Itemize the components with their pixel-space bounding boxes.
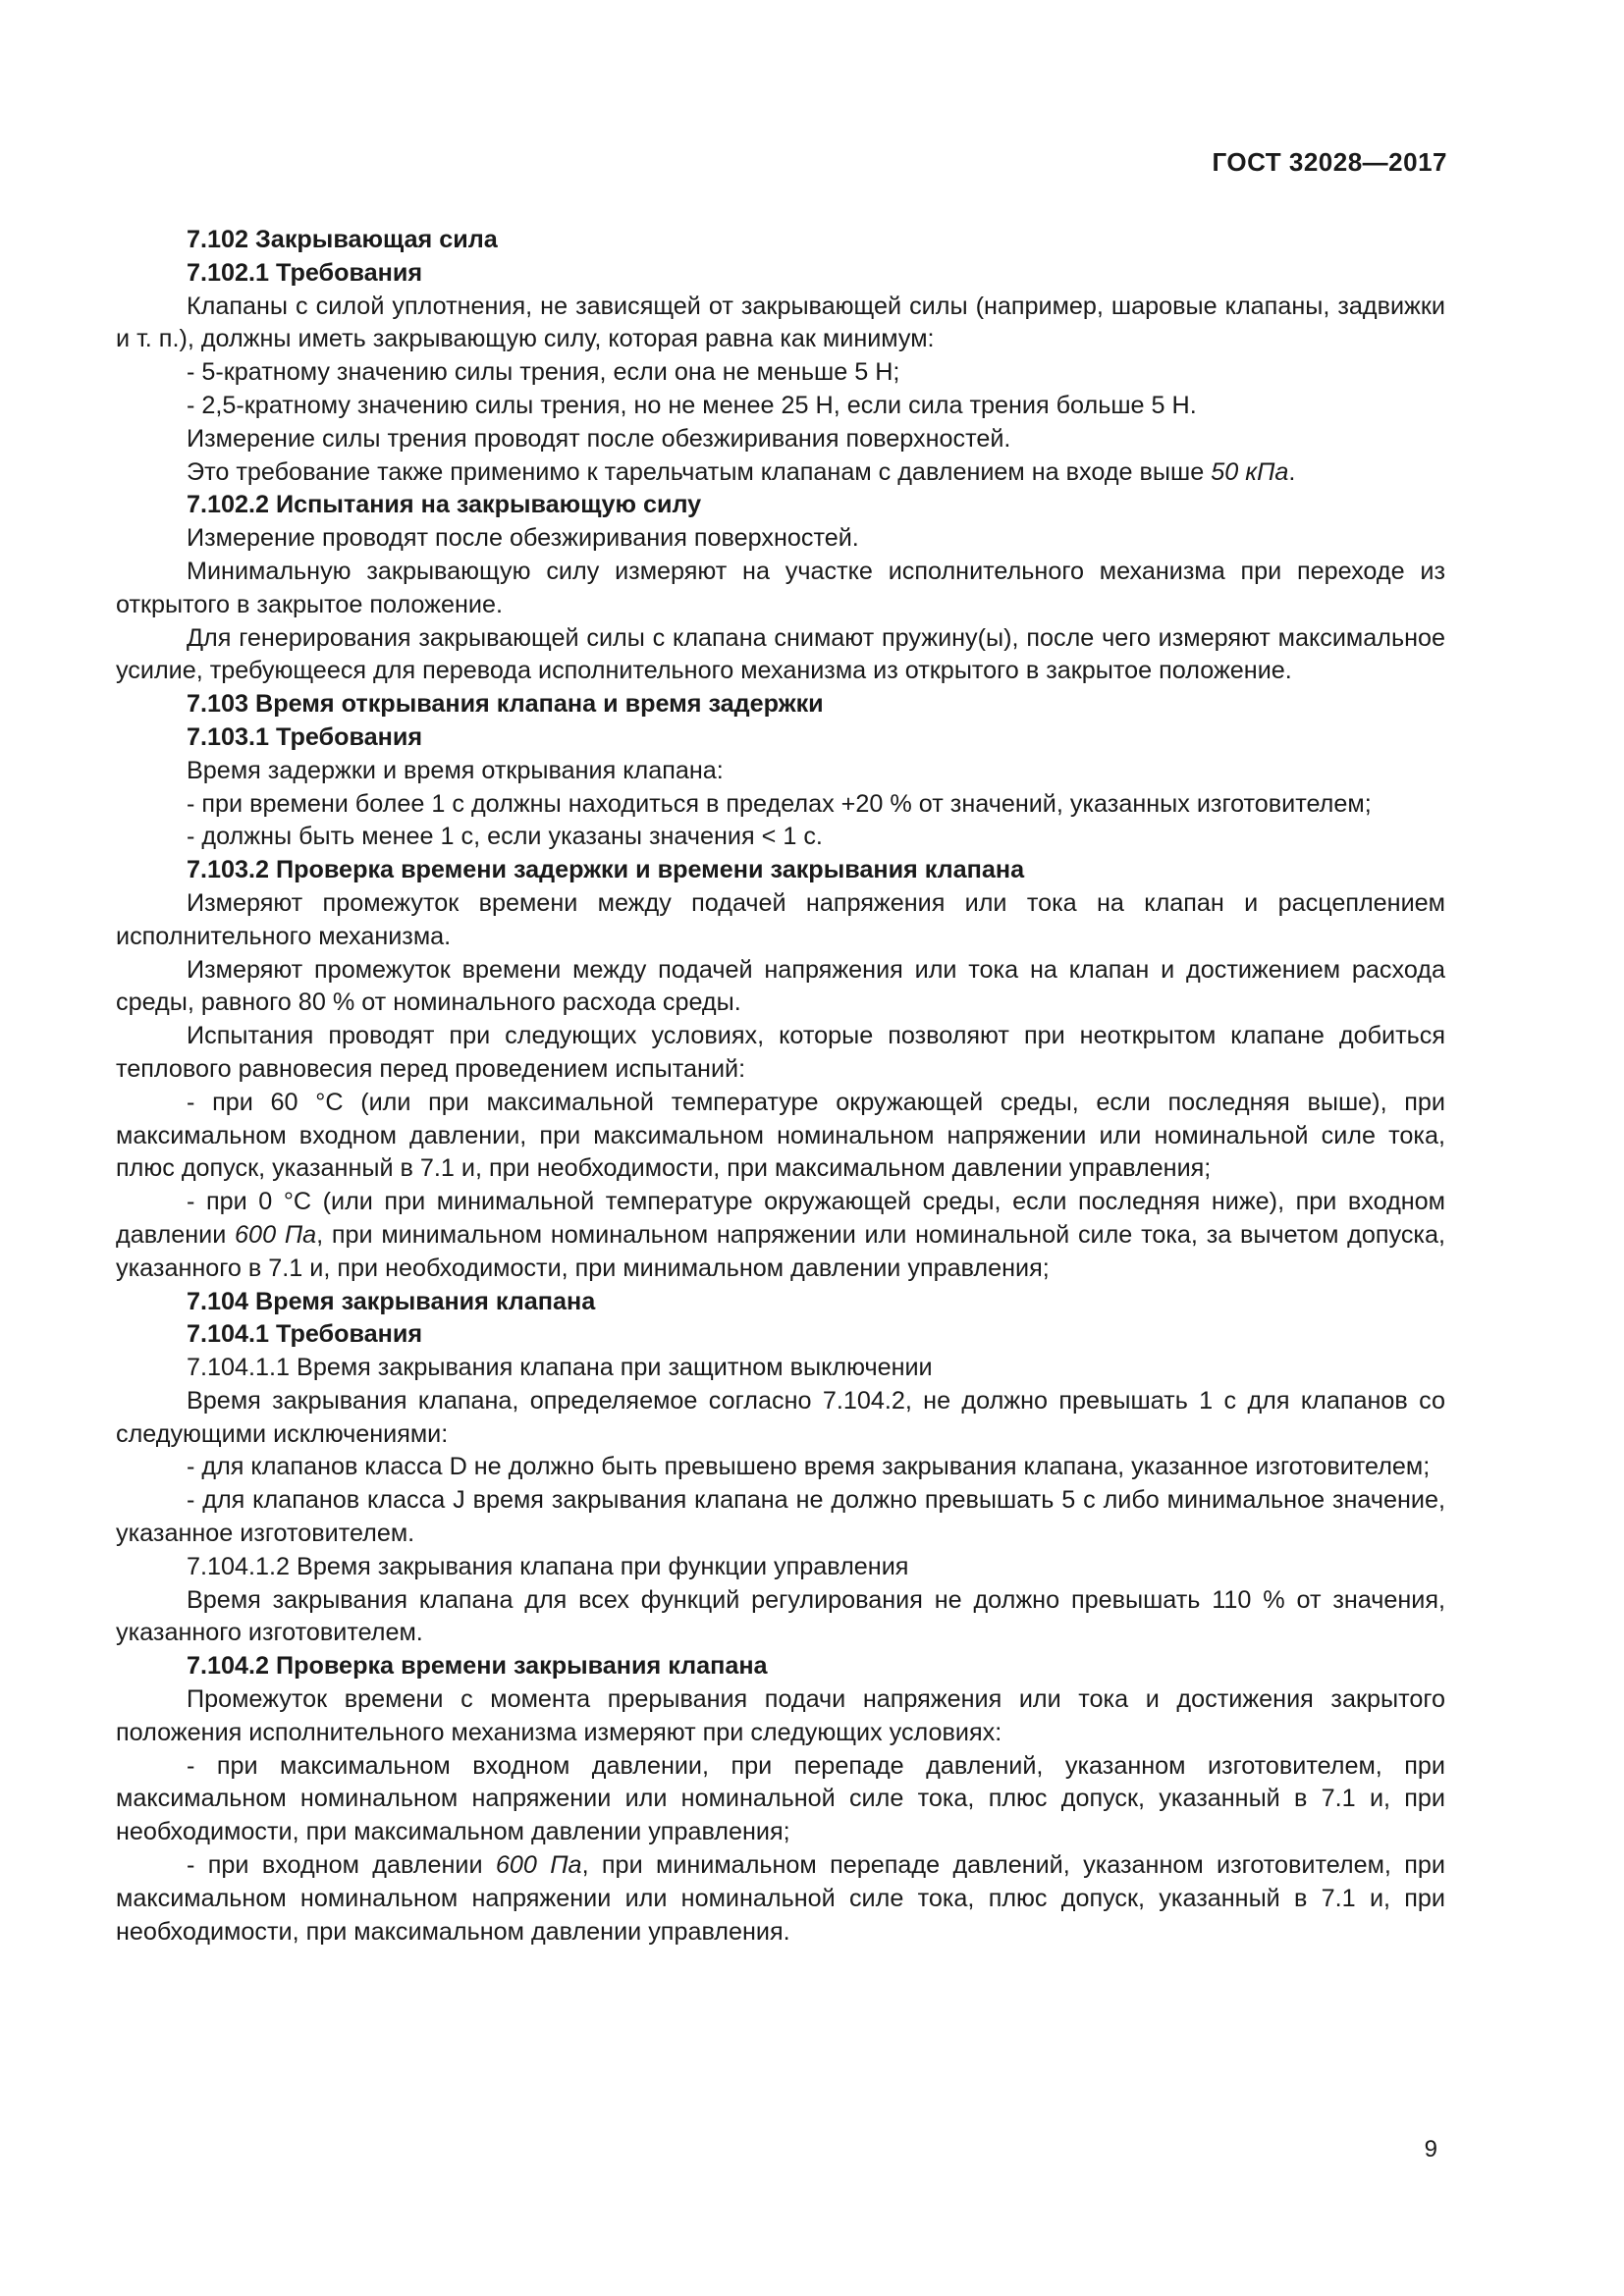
document-body <box>116 224 1445 1949</box>
body-paragraph <box>116 556 1445 622</box>
text-segment: Минимальную закрывающую силу измеряют на участке исполнительного механизма при переходе из открытого в закрытое положение. <box>116 557 1445 618</box>
text-segment: Для генерирования закрывающей силы с клапана снимают пружину(ы), после чего измеряют максимальное усилие, требующееся для перевода исполнительного механизма из открытого в закрытое положение. <box>116 623 1445 685</box>
text-segment: . <box>1288 457 1296 486</box>
section-heading: 7.102 Закрывающая сила <box>187 226 498 253</box>
text-segment: Измеряют промежуток времени между подачей напряжения или тока на клапан и достижением расхода среды, равного 80 % от номинального расхода среды. <box>116 955 1445 1017</box>
text-segment: - при входном давлении <box>187 1851 496 1880</box>
document-standard-header: ГОСТ 32028—2017 <box>1212 147 1447 177</box>
body-paragraph <box>116 1584 1445 1651</box>
body-paragraph <box>116 788 1445 822</box>
section-heading: 7.104.1 Требования <box>187 1320 423 1349</box>
body-paragraph <box>116 390 1445 423</box>
text-segment: - при 60 °С (или при максимальной температуре окружающей среды, если последняя выше), при максимальном входном давлении, при максимальном номинальном напряжении или номинальной силе тока, плюс допуск, указанный в 7.1 и, при необходимости, при максимальном давлении управления; <box>116 1088 1445 1183</box>
text-segment: 7.104.1.2 Время закрывания клапана при функции управления <box>187 1552 909 1580</box>
italic-value: 600 Па <box>235 1220 317 1249</box>
section-heading: 7.103 Время открывания клапана и время задержки <box>187 690 824 719</box>
text-segment: Это требование также применимо к тарельчатым клапанам с давлением на входе выше <box>187 457 1212 486</box>
section-heading: 7.104.2 Проверка времени закрывания клапана <box>187 1652 768 1681</box>
section-heading: 7.104 Время закрывания клапана <box>187 1287 596 1315</box>
text-segment: - при максимальном входном давлении, при перепаде давлений, указанном изготовителем, при максимальном номинальном напряжении или номинальной силе тока, плюс допуск, указанный в 7.1 и, при необходимости, при максимальном давлении управления; <box>116 1751 1445 1846</box>
body-paragraph <box>116 1020 1445 1087</box>
italic-value: 50 кПа <box>1211 457 1289 486</box>
text-segment: - 2,5-кратному значению силы трения, но не менее 25 Н, если сила трения больше 5 Н. <box>187 391 1197 419</box>
section-heading: 7.103.1 Требования <box>187 722 423 751</box>
text-segment: Время закрывания клапана, определяемое согласно 7.104.2, не должно превышать 1 с для клапанов со следующими исключениями: <box>116 1386 1445 1448</box>
body-paragraph <box>116 291 1445 357</box>
text-segment: - при времени более 1 с должны находиться в пределах +20 % от значений, указанных изготовителем; <box>187 789 1372 818</box>
body-paragraph <box>116 954 1445 1021</box>
body-paragraph <box>116 887 1445 954</box>
body-paragraph <box>116 1683 1445 1750</box>
text-segment: Время задержки и время открывания клапана: <box>187 756 724 784</box>
body-paragraph <box>116 456 1445 490</box>
section-heading: 7.102.1 Требования <box>187 258 423 287</box>
text-segment: , при минимальном перепаде давлений, указанном изготовителем, при максимальном номинальном напряжении или номинальной силе тока, плюс допуск, указанный в 7.1 и, при необходимости, при максимальном давлении управления. <box>116 1851 1446 1946</box>
body-paragraph <box>116 356 1445 390</box>
text-segment: Испытания проводят при следующих условиях, которые позволяют при неоткрытом клапане добиться теплового равновесия перед проведением испытаний: <box>116 1022 1445 1083</box>
section-heading: 7.102.2 Испытания на закрывающую силу <box>187 491 702 519</box>
body-paragraph <box>116 1551 1445 1584</box>
body-paragraph <box>116 1087 1445 1186</box>
body-paragraph <box>116 1484 1445 1551</box>
text-segment: 7.104.1.1 Время закрывания клапана при защитном выключении <box>187 1354 933 1382</box>
body-paragraph <box>116 1750 1445 1849</box>
body-paragraph <box>116 1352 1445 1385</box>
text-segment: Измерение проводят после обезжиривания поверхностей. <box>187 524 859 553</box>
body-paragraph <box>116 1186 1445 1285</box>
body-paragraph <box>116 522 1445 556</box>
body-paragraph <box>116 1451 1445 1484</box>
text-segment: , при минимальном номинальном напряжении или номинальной силе тока, за вычетом допуска, указанного в 7.1 и, при необходимости, при минимальном давлении управления; <box>116 1220 1445 1282</box>
text-segment: Время закрывания клапана для всех функций регулирования не должно превышать 110 % от значения, указанного изготовителем. <box>116 1585 1445 1647</box>
italic-value: 600 Па <box>495 1851 582 1880</box>
text-segment: - должны быть менее 1 с, если указаны значения < 1 с. <box>187 823 823 851</box>
body-paragraph <box>116 423 1445 456</box>
text-segment: - для клапанов класса D не должно быть превышено время закрывания клапана, указанное изготовителем; <box>187 1453 1431 1481</box>
body-paragraph <box>116 1849 1445 1949</box>
body-paragraph <box>116 622 1445 689</box>
text-segment: Клапаны с силой уплотнения, не зависящей от закрывающей силы (например, шаровые клапаны, задвижки и т. п.), должны иметь закрывающую силу, которая равна как минимум: <box>116 292 1445 353</box>
text-segment: Измерение силы трения проводят после обезжиривания поверхностей. <box>187 424 1011 453</box>
text-segment: Измеряют промежуток времени между подачей напряжения или тока на клапан и расцеплением исполнительного механизма. <box>116 888 1445 950</box>
text-segment: - для клапанов класса J время закрывания клапана не должно превышать 5 с либо минимальное значение, указанное изготовителем. <box>116 1486 1445 1548</box>
body-paragraph <box>116 821 1445 854</box>
page-number: 9 <box>1424 2136 1437 2163</box>
body-paragraph <box>116 755 1445 788</box>
section-heading: 7.103.2 Проверка времени задержки и времени закрывания клапана <box>187 856 1025 884</box>
text-segment: Промежуток времени с момента прерывания подачи напряжения или тока и достижения закрытого положения исполнительного механизма измеряют при следующих условиях: <box>116 1685 1445 1746</box>
text-segment: - 5-кратному значению силы трения, если она не меньше 5 Н; <box>187 358 900 387</box>
text-segment: - при 0 °С (или при минимальной температуре окружающей среды, если последняя ниже), при входном давлении <box>116 1188 1445 1249</box>
body-paragraph <box>116 1385 1445 1452</box>
